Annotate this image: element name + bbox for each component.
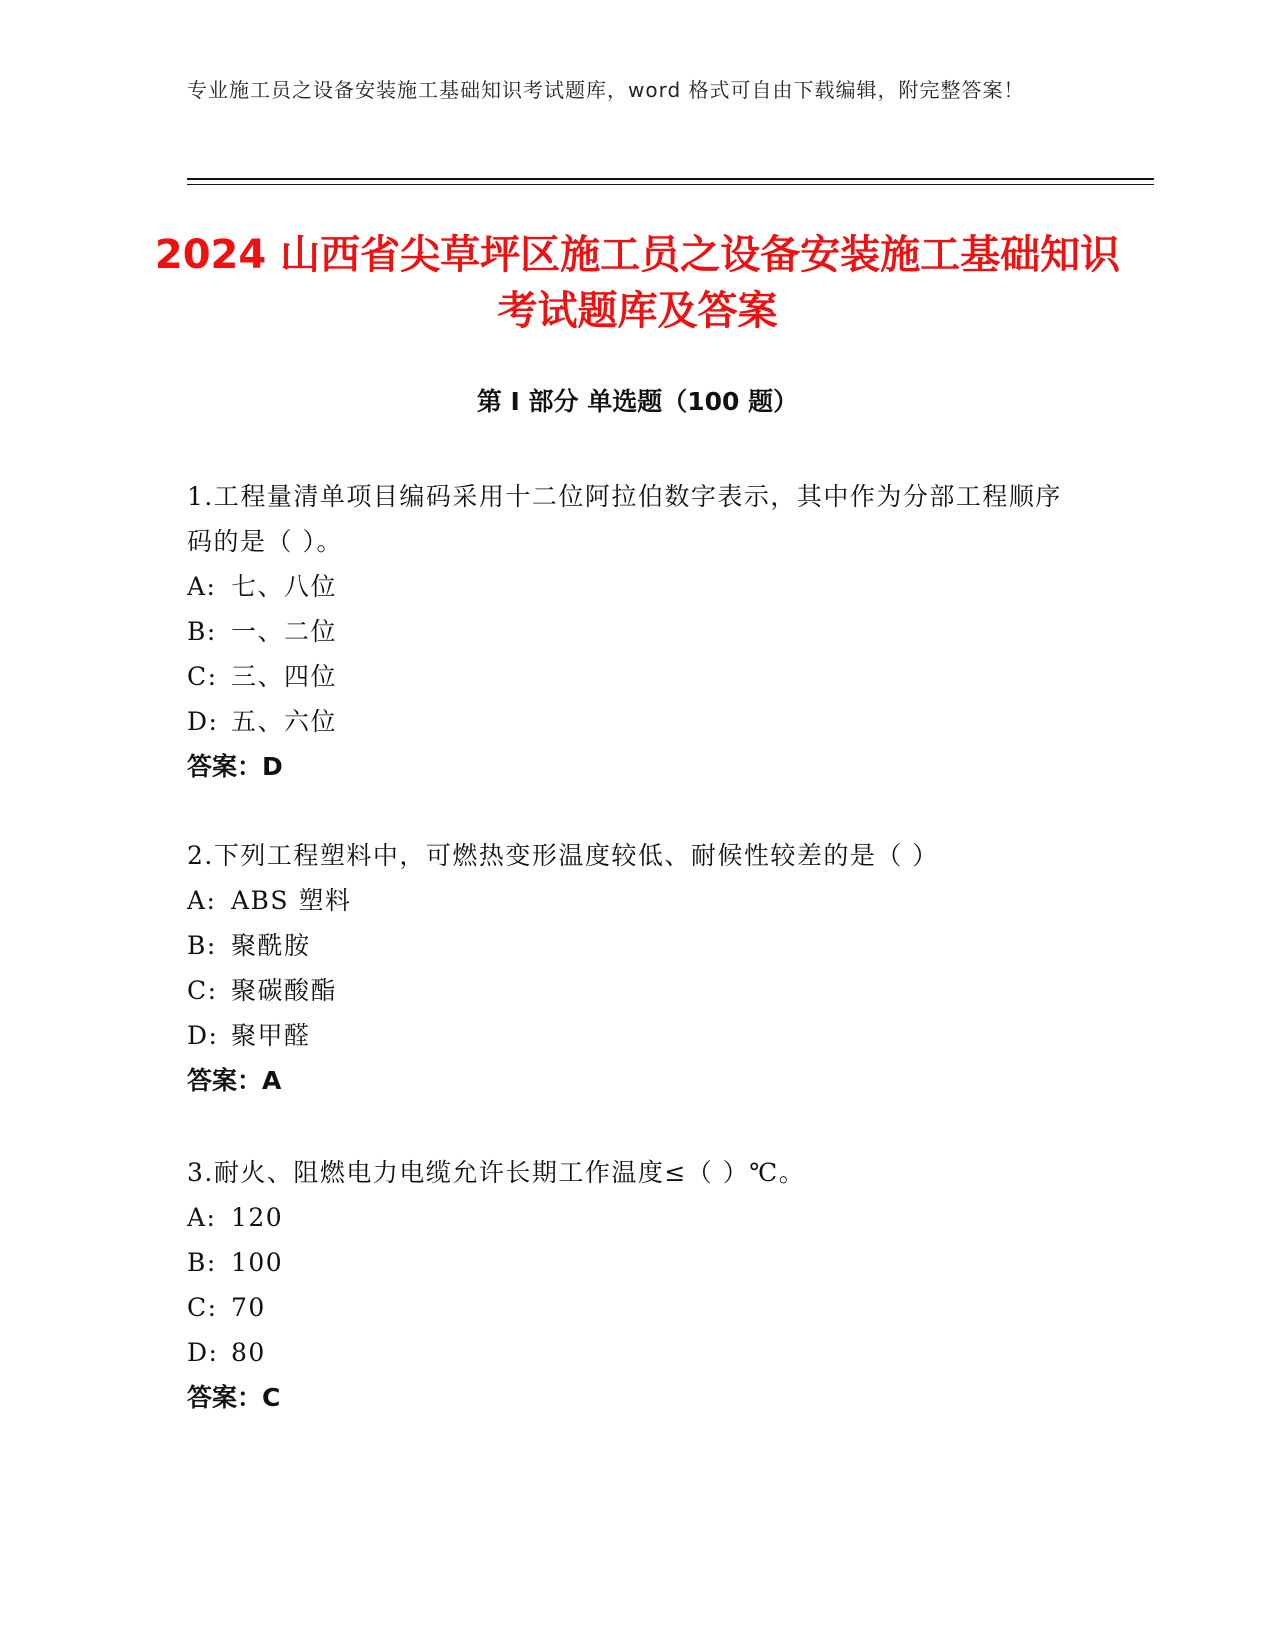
section-title: 第 I 部分 单选题（100 题）: [476, 387, 799, 416]
option-letter: D:: [187, 1338, 219, 1367]
option-text: ABS 塑料: [231, 886, 352, 915]
option-b: [187, 923, 1067, 968]
question-stem: 1.工程量清单项目编码采用十二位阿拉伯数字表示，其中作为分部工程顺序码的是（ ）。: [187, 482, 1062, 556]
header-divider-thick: [187, 178, 1154, 180]
document-title: 2024 山西省尖草坪区施工员之设备安装施工基础知识考试题库及答案: [154, 232, 1121, 334]
option-b: [187, 609, 1067, 654]
header-divider-thin: [187, 184, 1154, 185]
option-letter: A:: [187, 886, 217, 915]
question-2: [187, 833, 1067, 1103]
answer: 答案：D: [187, 752, 283, 781]
option-letter: B:: [187, 1248, 217, 1277]
option-d: [187, 1013, 1067, 1058]
option-text: 100: [231, 1248, 284, 1277]
question-3: [187, 1150, 1067, 1420]
option-text: 聚甲醛: [231, 1021, 311, 1050]
option-c: [187, 968, 1067, 1013]
option-c: [187, 654, 1067, 699]
option-letter: C:: [187, 1293, 218, 1322]
header-note: 专业施工员之设备安装施工基础知识考试题库，word 格式可自由下载编辑，附完整答案！: [187, 78, 1025, 102]
option-a: [187, 564, 1067, 609]
option-d: [187, 1330, 1067, 1375]
answer: 答案：C: [187, 1383, 281, 1412]
option-a: [187, 878, 1067, 923]
option-text: 70: [231, 1293, 266, 1322]
option-text: 聚碳酸酯: [231, 976, 338, 1005]
option-letter: D:: [187, 1021, 219, 1050]
option-text: 聚酰胺: [231, 931, 311, 960]
option-c: [187, 1285, 1067, 1330]
option-text: 80: [231, 1338, 266, 1367]
option-letter: C:: [187, 662, 218, 691]
option-letter: B:: [187, 617, 217, 646]
option-letter: D:: [187, 707, 219, 736]
question-1: [187, 474, 1067, 789]
option-text: 三、四位: [231, 662, 338, 691]
option-letter: A:: [187, 1203, 217, 1232]
option-letter: C:: [187, 976, 218, 1005]
question-stem: 2.下列工程塑料中，可燃热变形温度较低、耐候性较差的是（ ）: [187, 841, 939, 870]
option-letter: B:: [187, 931, 217, 960]
option-text: 五、六位: [231, 707, 338, 736]
option-letter: A:: [187, 572, 217, 601]
question-stem: 3.耐火、阻燃电力电缆允许长期工作温度≤（ ）℃。: [187, 1158, 806, 1187]
option-text: 七、八位: [231, 572, 338, 601]
option-a: [187, 1195, 1067, 1240]
option-b: [187, 1240, 1067, 1285]
answer: 答案：A: [187, 1066, 282, 1095]
option-text: 一、二位: [231, 617, 338, 646]
option-text: 120: [231, 1203, 284, 1232]
option-d: [187, 699, 1067, 744]
